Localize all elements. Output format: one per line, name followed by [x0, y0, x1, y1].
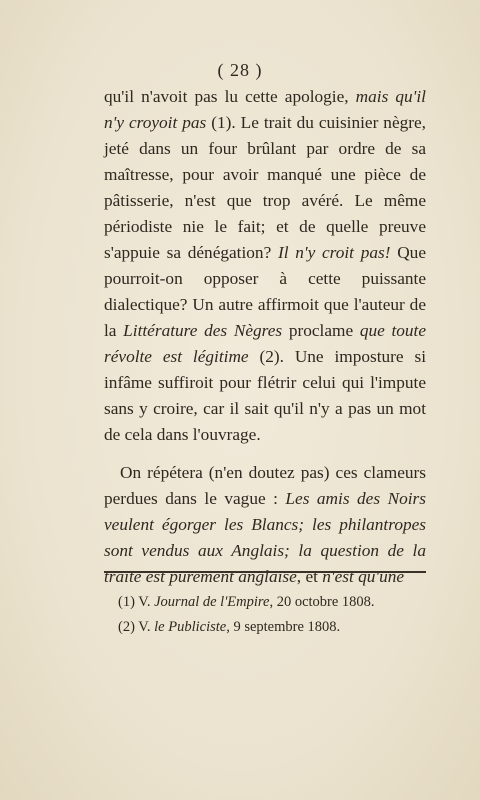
italic-run: Il n'y croit pas! — [277, 243, 391, 262]
footnote-rule — [104, 571, 426, 573]
italic-run: le Publiciste — [154, 619, 227, 635]
text-run: , et — [296, 567, 323, 586]
text-run: Que pourroit-on opposer à cette puissante dialectique? Un autre affirmoit que l'auteur de la — [104, 243, 426, 340]
text-run: qu'il n'avoit pas lu cette apologie, — [104, 87, 356, 106]
text-run: (1). Le trait du cuisinier nègre, jeté dans un four brûlant par ordre de sa maîtresse, pour avoir manqué une pièce de pâtisserie, n'est que trop avéré. Le même périodiste nie le fait; et de quelle preuve s'appuie sa dénégation? — [104, 113, 427, 262]
italic-run: Journal de l'Empire — [154, 594, 270, 610]
text-run: (1) V. — [118, 594, 155, 610]
text-run: (2) V. — [118, 619, 155, 635]
italic-run: Les amis des Noirs veulent égorger les Blancs; les philantropes sont vendus aux Anglais; la question de la traite est purement anglaise — [104, 489, 426, 586]
text-run: (2). Une imposture si infâme suffiroit pour flétrir celui qui l'impute sans y croire, car il sait qu'il n'y a pas un mot de cela dans l'ouvrage. — [104, 347, 426, 444]
text-run: , 20 octobre 1808. — [269, 594, 375, 610]
footnotes — [118, 590, 418, 640]
text-run: , 9 septembre 1808. — [226, 619, 341, 635]
italic-run: mais qu'il n'y croyoit pas — [104, 87, 426, 132]
italic-run: n'est qu'une — [322, 567, 405, 586]
footnote-1 — [118, 590, 418, 615]
text-run: On répétera (n'en doutez pas) ces clameurs perdues dans le vague : — [104, 463, 426, 508]
footnote-2 — [118, 615, 418, 640]
paragraph-1 — [104, 84, 426, 448]
page-number: ( 28 ) — [217, 60, 263, 80]
italic-run: que toute révolte est légitime — [104, 321, 427, 366]
text-run: proclame — [282, 321, 360, 340]
italic-run: Littérature des Nègres — [123, 321, 283, 340]
body-text — [104, 84, 426, 590]
